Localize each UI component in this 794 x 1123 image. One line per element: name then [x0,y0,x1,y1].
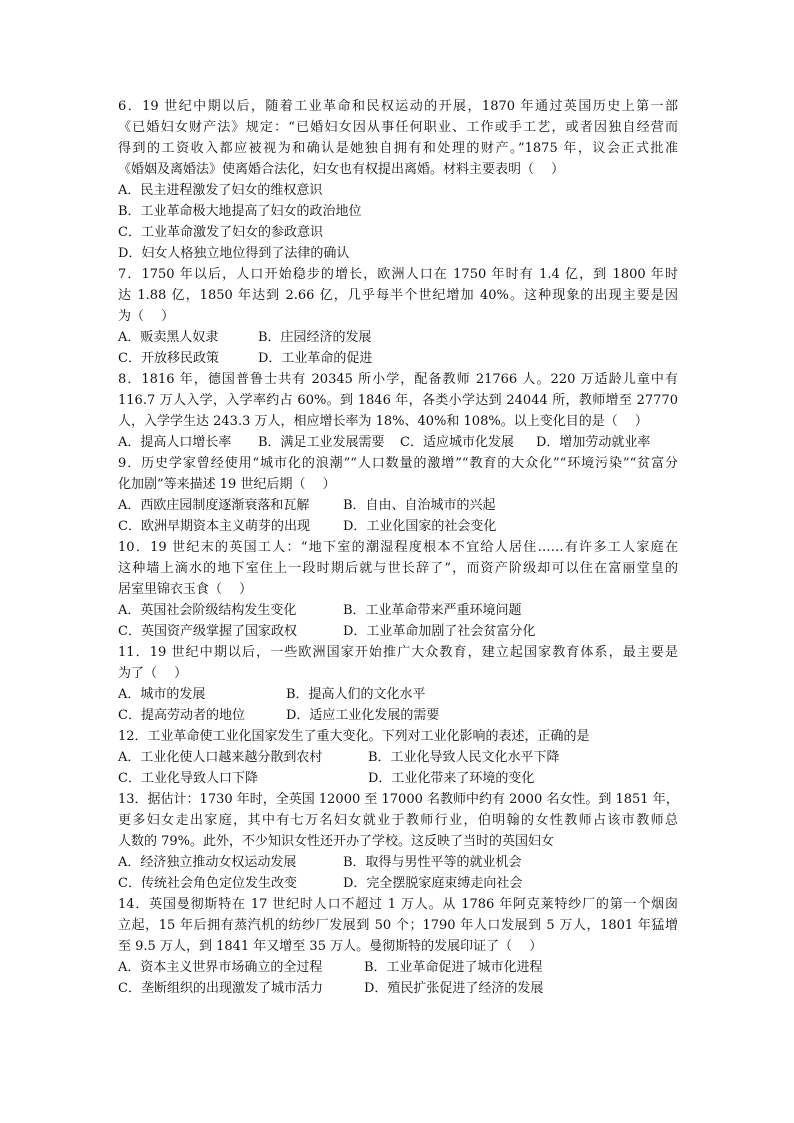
question-14 [118,894,678,999]
question-9 [118,453,678,537]
options-row [118,684,678,705]
stem-line: 116.7 万人入学，入学率约占 60%。到 1846 年，各类小学达到 24044 所，教师增至 27770 [118,393,678,408]
option-b[interactable]: B．庄园经济的发展 [258,330,372,345]
option-b[interactable]: B．提高人们的文化水平 [286,687,426,702]
option-b[interactable]: B．工业革命带来严重环境问题 [343,603,522,618]
stem-line: 居室里锦衣玉食（ ） [118,582,253,597]
question-stem [118,264,678,327]
stem-line: 11．19 世纪中期以后，一些欧洲国家开始推广大众教育，建立起国家教育体系，最主要是 [118,645,678,660]
options-row [118,747,678,768]
stem-line: 《婚姻及离婚法》使离婚合法化，妇女也有权提出离婚。材料主要表明（ ） [118,162,565,177]
stem-line: 至 9.5 万人，到 1841 年又增至 35 万人。曼彻斯特的发展印证了（ ） [118,939,543,954]
stem-line: 《已婚妇女财产法》规定：“已婚妇女因从事任何职业、工作或手工艺，或者因独自经营而 [118,120,678,135]
options-row [118,495,678,516]
options-row [118,600,678,621]
option-d[interactable]: D．适应工业化发展的需要 [286,708,440,723]
options-row [118,621,678,642]
options-row [118,978,678,999]
option-b[interactable]: B．自由、自治城市的兴起 [343,498,496,513]
question-6 [118,96,678,264]
options-row [118,957,678,978]
option-c[interactable]: C．提高劳动者的地位 [118,708,245,723]
question-stem [118,894,678,957]
exam-page [118,96,678,999]
option-d[interactable]: D．工业化国家的社会变化 [343,519,497,534]
option-d[interactable]: D．增加劳动就业率 [536,435,651,450]
stem-line: 人数的 79%。此外，不少知识女性还开办了学校。这反映了当时的英国妇女 [118,834,555,849]
option-d[interactable]: D．工业革命的促进 [258,351,373,366]
options-row [118,873,678,894]
question-stem [118,369,678,432]
option-c[interactable]: C．适应城市化发展 [400,435,514,450]
question-stem [118,789,678,852]
option-c[interactable]: C．工业革命激发了妇女的参政意识 [118,225,323,240]
option-d[interactable]: D．殖民扩张促进了经济的发展 [364,981,544,996]
options-row [118,768,678,789]
options-row [118,327,678,348]
option-b[interactable]: B．满足工业发展需要 [258,435,385,450]
question-stem [118,642,678,684]
question-7 [118,264,678,369]
option-c[interactable]: C．传统社会角色定位发生改变 [118,876,297,891]
option-c[interactable]: C．英国资产级掌握了国家政权 [118,624,297,639]
stem-line: 为（ ） [118,309,175,324]
stem-line: 14．英国曼彻斯特在 17 世纪时人口不超过 1 万人。从 1786 年阿克莱特纱厂的第一个烟囱 [118,897,678,912]
question-10 [118,537,678,642]
stem-line: 6．19 世纪中期以后，随着工业革命和民权运动的开展，1870 年通过英国历史上第一部 [118,99,678,114]
stem-line: 化加剧”等来描述 19 世纪后期（ ） [118,477,336,492]
stem-line: 更多妇女走出家庭，其中有七万名妇女就业于教师行业，伯明翰的女性教师占该市教师总 [118,813,678,828]
stem-line: 10．19 世纪末的英国工人：“地下室的潮湿程度根本不宜给人居住……有许多工人家庭在 [118,540,678,555]
options-row [118,348,678,369]
question-stem [118,453,678,495]
option-d[interactable]: D．工业革命加剧了社会贫富分化 [343,624,536,639]
option-d[interactable]: D．工业化带来了环境的变化 [368,771,535,786]
option-a[interactable]: A．西欧庄园制度逐渐衰落和瓦解 [118,498,310,513]
option-b[interactable]: B．取得与男性平等的就业机会 [343,855,522,870]
option-c[interactable]: C．垄断组织的出现激发了城市活力 [118,981,323,996]
option-a[interactable]: A．英国社会阶级结构发生变化 [118,603,297,618]
stem-line: 9．历史学家曾经使用“城市化的浪潮”“人口数量的激增”“教育的大众化”“环境污染”“贫富分 [118,456,678,471]
stem-line: 立起，15 年后拥有蒸汽机的纺纱厂发展到 50 个；1790 年人口发展到 5 万人，1801 年猛增 [118,918,678,933]
option-b[interactable]: B．工业革命促进了城市化进程 [364,960,543,975]
question-stem [118,96,678,180]
question-stem [118,726,678,747]
option-c[interactable]: C．开放移民政策 [118,351,219,366]
stem-line: 13．据估计：1730 年时，全英国 12000 至 17000 名教师中约有 2000 名女性。到 1851 年， [118,792,679,807]
stem-line: 这种墙上滴水的地下室住上一段时期后就与世长辞了”，而资产阶级却可以住在富丽堂皇的 [118,561,678,576]
option-d[interactable]: D．妇女人格独立地位得到了法律的确认 [118,246,350,261]
stem-line: 为了（ ） [118,666,188,681]
question-12 [118,726,678,789]
option-d[interactable]: D．完全摆脱家庭束缚走向社会 [343,876,523,891]
option-a[interactable]: A．贩卖黑人奴隶 [118,330,219,345]
option-a[interactable]: A．城市的发展 [118,687,206,702]
option-a[interactable]: A．资本主义世界市场确立的全过程 [118,960,323,975]
stem-line: 8．1816 年，德国普鲁士共有 20345 所小学，配备教师 21766 人。220 万适龄儿童中有 [118,372,678,387]
stem-line: 得到的工资收入都应被视为和确认是她独自拥有和处理的财产。”1875 年，议会正式批准 [118,141,678,156]
option-a[interactable]: A．民主进程激发了妇女的维权意识 [118,183,323,198]
option-a[interactable]: A．提高人口增长率 [118,435,232,450]
options-row [118,432,678,453]
options-row [118,516,678,537]
options-row [118,852,678,873]
option-b[interactable]: B．工业革命极大地提高了妇女的政治地位 [118,204,362,219]
options-row [118,705,678,726]
stem-line: 人，入学学生达 243.3 万人，相应增长率为 18%、40%和 108%。以上变化目的是（ ） [118,414,648,429]
option-b[interactable]: B．工业化导致人民文化水平下降 [368,750,560,765]
stem-line: 7．1750 年以后，人口开始稳步的增长，欧洲人口在 1750 年时有 1.4 亿，到 1800 年时 [118,267,678,282]
question-stem [118,537,678,600]
option-c[interactable]: C．欧洲早期资本主义萌芽的出现 [118,519,310,534]
option-c[interactable]: C．工业化导致人口下降 [118,771,258,786]
question-11 [118,642,678,726]
question-13 [118,789,678,894]
option-a[interactable]: A．工业化使人口越来越分散到农村 [118,750,323,765]
stem-line: 12．工业革命使工业化国家发生了重大变化。下列对工业化影响的表述，正确的是 [118,729,590,744]
question-8 [118,369,678,453]
stem-line: 达 1.88 亿，1850 年达到 2.66 亿，几乎每半个世纪增加 40%。这种现象的出现主要是因 [118,288,678,303]
option-a[interactable]: A．经济独立推动女权运动发展 [118,855,297,870]
